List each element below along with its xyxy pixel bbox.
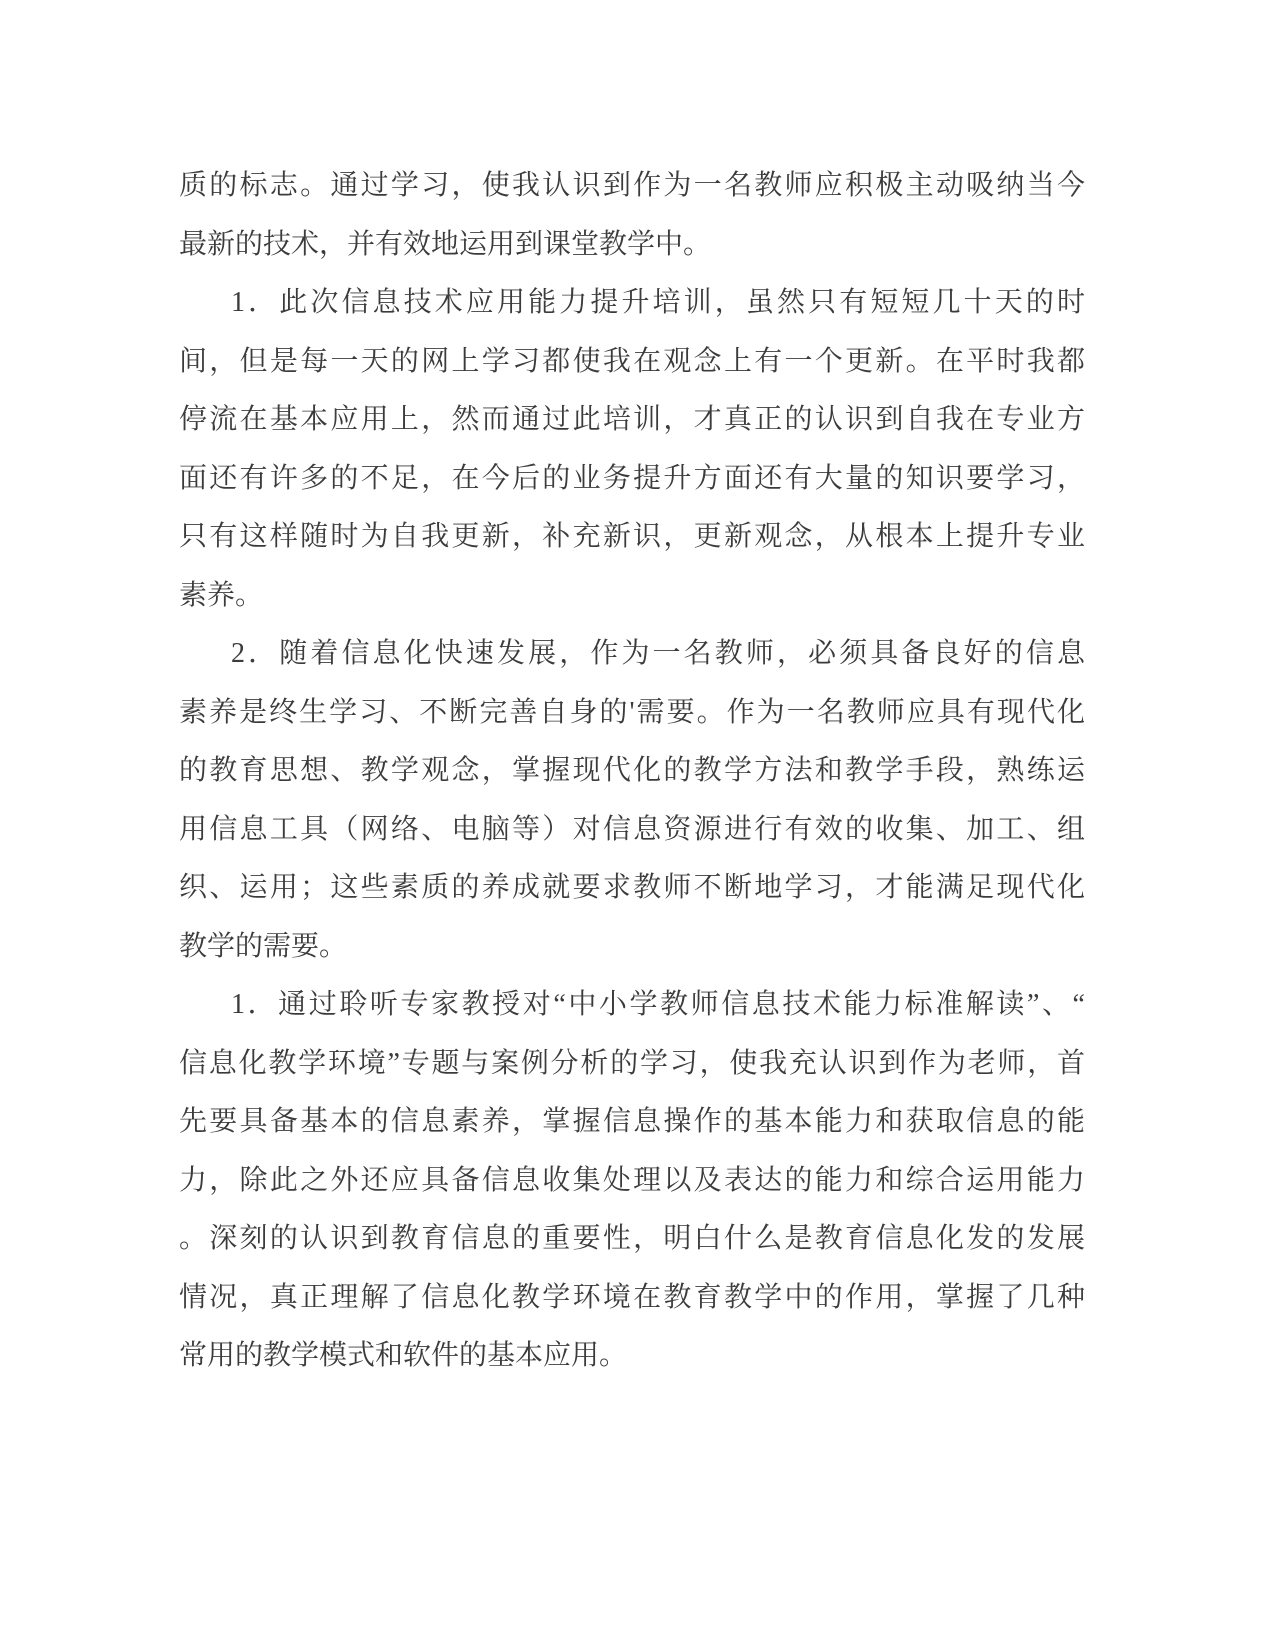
text-line: 素养是终生学习、不断完善自身的'需要。作为一名教师应具有现代化 (179, 696, 1085, 728)
text-line: 的教育思想、教学观念，掌握现代化的教学方法和教学手段，熟练运 (179, 755, 1085, 786)
text-line: 织、运用；这些素质的养成就要求教师不断地学习，才能满足现代化 (179, 872, 1085, 903)
text-line: 先要具备基本的信息素养，掌握信息操作的基本能力和获取信息的能 (179, 1106, 1085, 1137)
text-line: 用信息工具（网络、电脑等）对信息资源进行有效的收集、加工、组 (179, 813, 1085, 845)
text-line: 。深刻的认识到教育信息的重要性，明白什么是教育信息化发的发展 (179, 1223, 1085, 1254)
text-block (179, 157, 1085, 1386)
text-line: 情况，真正理解了信息化教学环境在教育教学中的作用，掌握了几种 (179, 1281, 1085, 1313)
text-line: 力，除此之外还应具备信息收集处理以及表达的能力和综合运用能力 (179, 1164, 1085, 1196)
text-line: 1．此次信息技术应用能力提升培训，虽然只有短短几十天的时 (231, 287, 1085, 318)
text-line: 2．随着信息化快速发展，作为一名教师，必须具备良好的信息 (231, 638, 1085, 669)
text-line: 停流在基本应用上，然而通过此培训，才真正的认识到自我在专业方 (179, 404, 1085, 435)
text-line: 只有这样随时为自我更新，补充新识，更新观念，从根本上提升专业 (179, 521, 1085, 552)
text-line: 间，但是每一天的网上学习都使我在观念上有一个更新。在平时我都 (179, 345, 1085, 377)
text-line: 面还有许多的不足，在今后的业务提升方面还有大量的知识要学习， (179, 462, 1085, 494)
text-line: 教学的需要。 (179, 930, 348, 962)
text-line: 最新的技术，并有效地运用到课堂教学中。 (179, 228, 712, 260)
text-line: 质的标志。通过学习，使我认识到作为一名教师应积极主动吸纳当今 (179, 170, 1085, 201)
text-line: 常用的教学模式和软件的基本应用。 (179, 1340, 628, 1371)
text-line: 1．通过聆听专家教授对“中小学教师信息技术能力标准解读”、“ (231, 989, 1085, 1020)
text-line: 素养。 (179, 579, 264, 611)
text-line: 信息化教学环境”专题与案例分析的学习，使我充认识到作为老师，首 (179, 1047, 1085, 1079)
